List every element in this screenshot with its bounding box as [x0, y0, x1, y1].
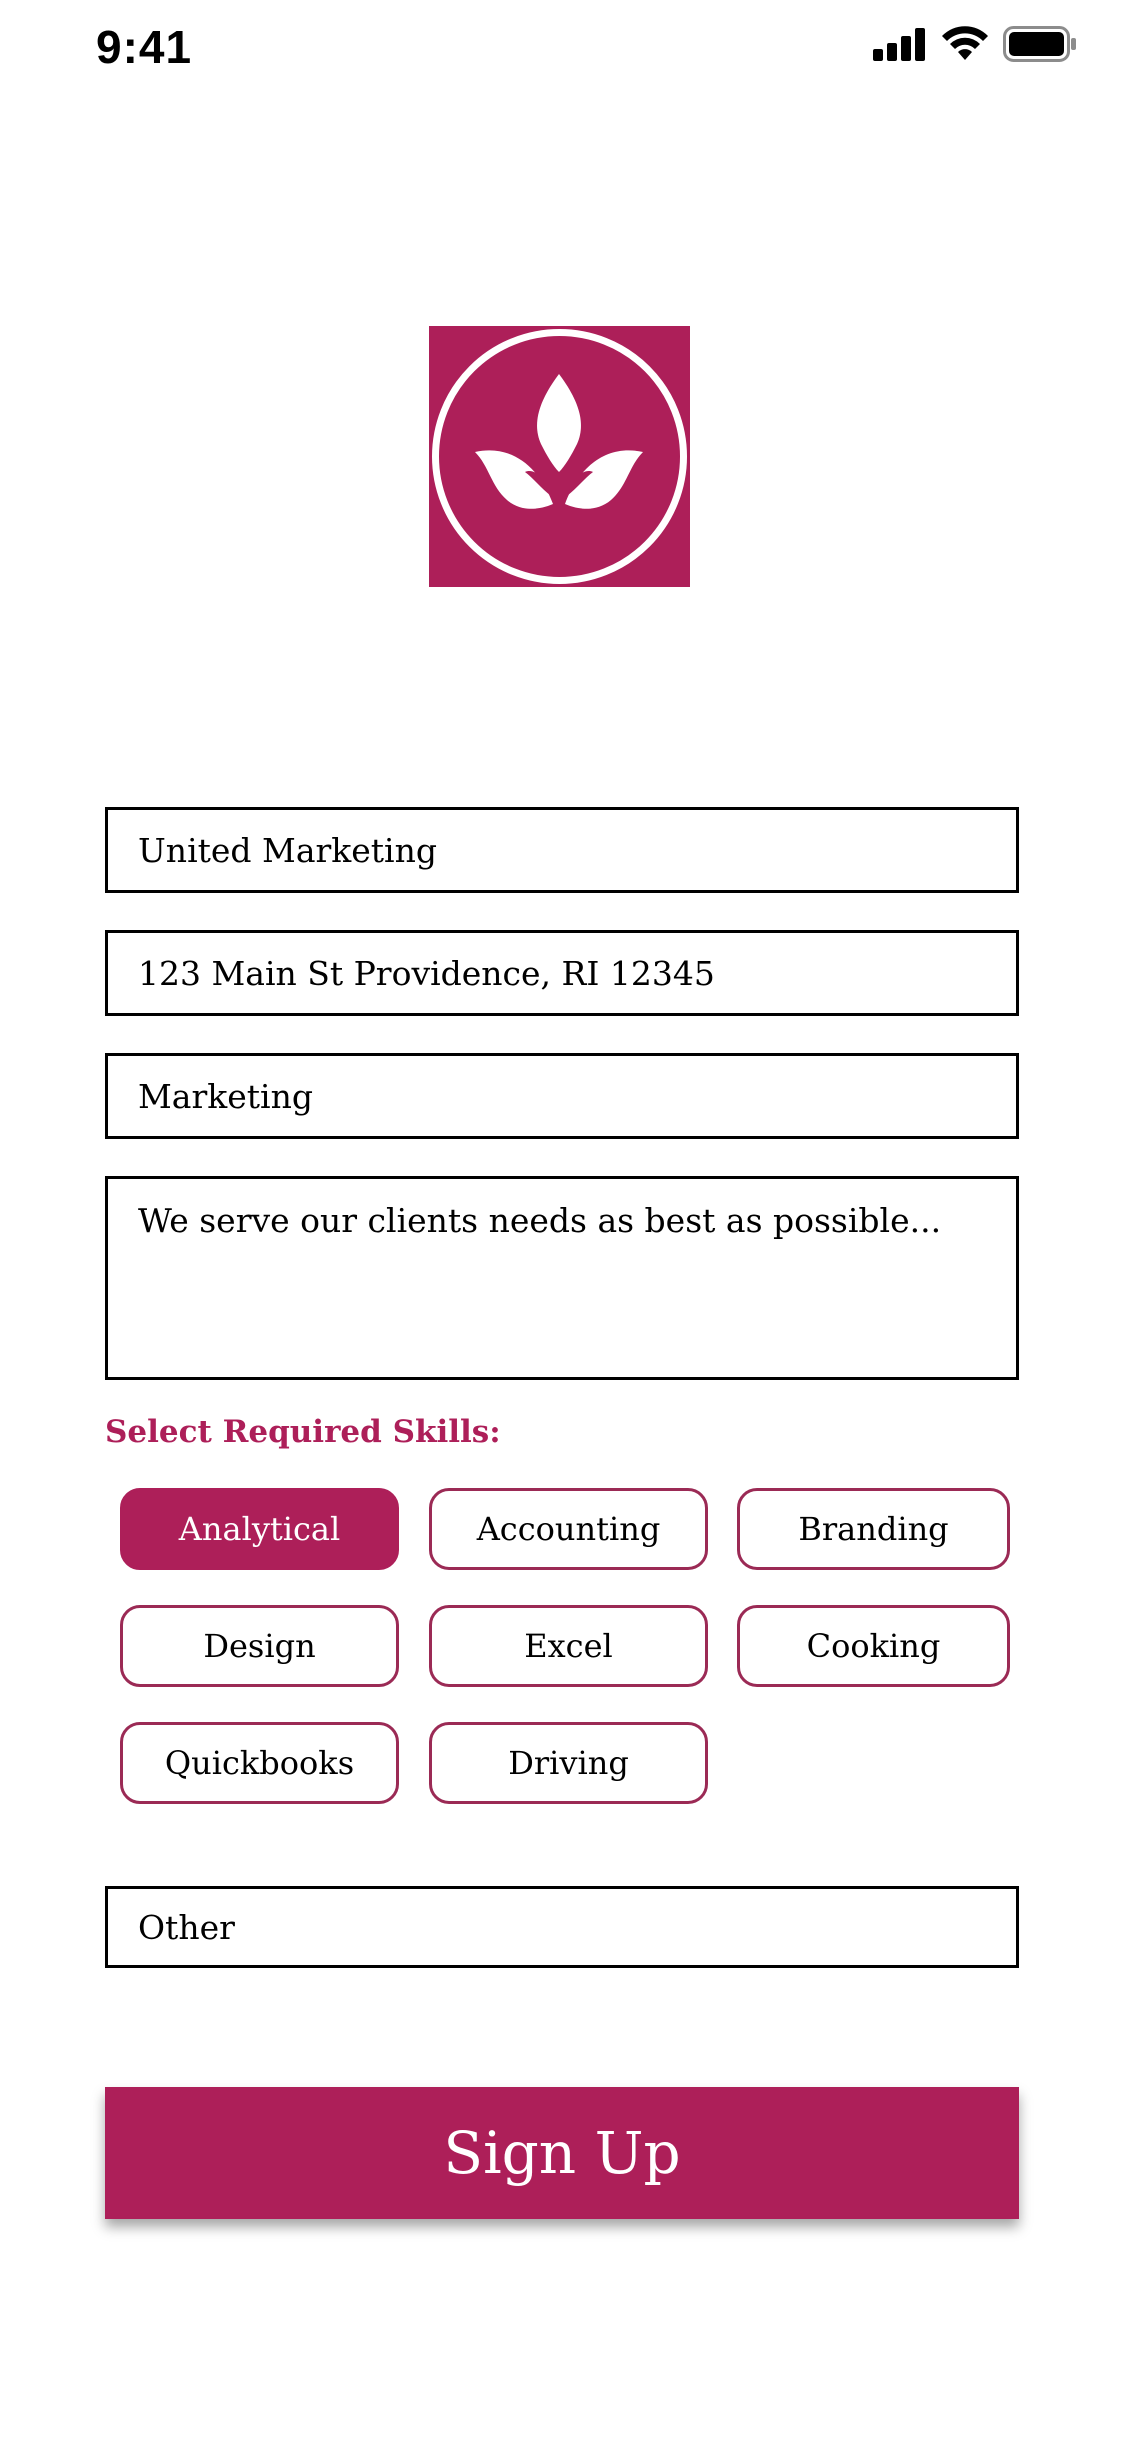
description-textarea[interactable] — [105, 1176, 1019, 1380]
description-value: We serve our clients needs as best as possible... — [138, 1201, 942, 1240]
skill-chip-branding[interactable]: Branding — [737, 1488, 1010, 1570]
skill-chip-analytical[interactable]: Analytical — [120, 1488, 399, 1570]
address-value: 123 Main St Providence, RI 12345 — [138, 953, 715, 993]
skill-chip-design[interactable]: Design — [120, 1605, 399, 1687]
skill-chip-quickbooks[interactable]: Quickbooks — [120, 1722, 399, 1804]
company-name-value: United Marketing — [138, 830, 437, 870]
status-icons — [873, 26, 1077, 62]
industry-input[interactable] — [105, 1053, 1019, 1139]
industry-value: Marketing — [138, 1076, 313, 1116]
other-skill-input[interactable] — [105, 1886, 1019, 1968]
skill-chip-cooking[interactable]: Cooking — [737, 1605, 1010, 1687]
company-name-input[interactable] — [105, 807, 1019, 893]
skill-chip-excel[interactable]: Excel — [429, 1605, 708, 1687]
status-time: 9:41 — [96, 21, 193, 73]
battery-icon — [1003, 26, 1077, 62]
sign-up-button[interactable] — [105, 2087, 1019, 2219]
lotus-flower-logo-icon — [429, 326, 690, 587]
skills-label: Select Required Skills: — [105, 1414, 501, 1450]
skill-chip-accounting[interactable]: Accounting — [429, 1488, 708, 1570]
other-skill-placeholder: Other — [138, 1907, 235, 1947]
cellular-signal-icon — [873, 27, 927, 61]
sign-up-button-label: Sign Up — [443, 2119, 681, 2187]
address-input[interactable] — [105, 930, 1019, 1016]
skill-chip-driving[interactable]: Driving — [429, 1722, 708, 1804]
wifi-icon — [941, 26, 989, 62]
status-bar — [0, 0, 1125, 100]
